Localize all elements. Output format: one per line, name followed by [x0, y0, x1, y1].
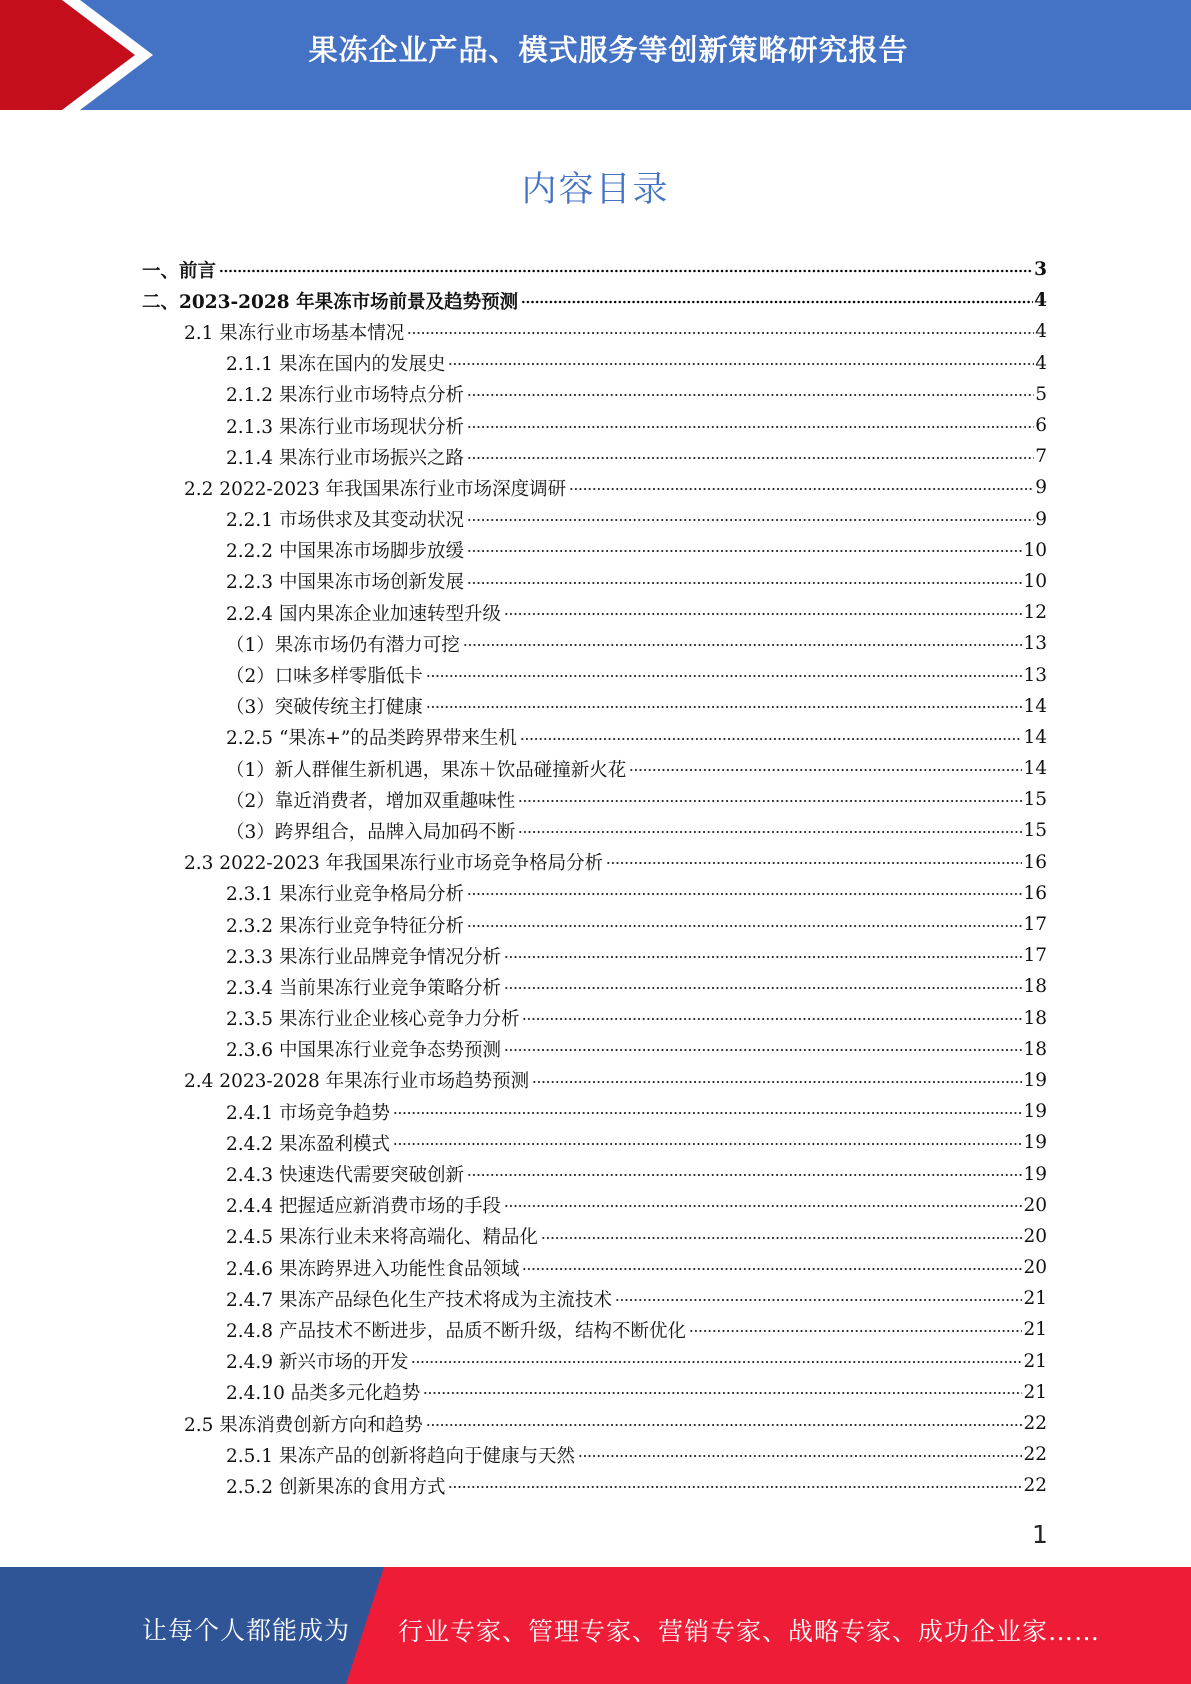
toc-entry-title: 2.5 果冻消费创新方向和趋势: [184, 1414, 423, 1436]
toc-entry-page: 10: [1023, 539, 1047, 561]
toc-entry-title: 2.4.2 果冻盈利模式: [226, 1133, 390, 1155]
dot-leader: [463, 640, 1023, 649]
toc-entry-title: 2.4.4 把握适应新消费市场的手段: [226, 1196, 501, 1218]
dot-leader: [467, 516, 1034, 525]
toc-entry[interactable]: [142, 1034, 1047, 1065]
toc-entry[interactable]: [142, 285, 1047, 316]
toc-entry[interactable]: [142, 784, 1047, 815]
toc-entry[interactable]: [142, 909, 1047, 940]
toc-entry-page: 22: [1023, 1475, 1047, 1497]
toc-entry-title: 2.1 果冻行业市场基本情况: [184, 322, 405, 344]
toc-entry-title: 2.5.2 创新果冻的食用方式: [226, 1476, 446, 1498]
toc-entry-title: 2.1.3 果冻行业市场现状分析: [226, 416, 464, 438]
toc-entry-title: 2.1.1 果冻在国内的发展史: [226, 354, 446, 376]
toc-entry[interactable]: [142, 1408, 1047, 1439]
dot-leader: [426, 703, 1023, 712]
toc-entry[interactable]: [142, 1314, 1047, 1345]
dot-leader: [520, 734, 1023, 743]
toc-entry-title: 2.2.1 市场供求及其变动状况: [226, 510, 464, 532]
toc-entry[interactable]: [142, 815, 1047, 846]
toc-entry-page: 16: [1023, 851, 1047, 873]
dot-leader: [689, 1327, 1022, 1336]
toc-entry[interactable]: [142, 847, 1047, 878]
toc-entry[interactable]: [142, 1065, 1047, 1096]
toc-entry-page: 14: [1023, 695, 1047, 717]
toc-entry-page: 19: [1023, 1101, 1047, 1123]
dot-leader: [393, 1139, 1022, 1148]
dot-leader: [615, 1295, 1022, 1304]
toc-entry-title: （2）口味多样零脂低卡: [226, 666, 423, 688]
dot-leader: [467, 547, 1022, 556]
dot-leader: [541, 1233, 1022, 1242]
toc-entry-title: 2.1.2 果冻行业市场特点分析: [226, 385, 464, 407]
toc-entry-page: 18: [1023, 976, 1047, 998]
toc-entry-title: （2）靠近消费者，增加双重趣味性: [226, 790, 516, 812]
toc-entry-page: 20: [1023, 1257, 1047, 1279]
toc-entry-title: 2.3.6 中国果冻行业竞争态势预测: [226, 1040, 501, 1062]
toc-entry-title: 2.2.2 中国果冻市场脚步放缓: [226, 541, 464, 563]
toc-entry-page: 14: [1023, 726, 1047, 748]
dot-leader: [578, 1451, 1022, 1460]
dot-leader: [467, 422, 1034, 431]
toc-entry-page: 22: [1023, 1444, 1047, 1466]
toc-entry-title: 2.4.5 果冻行业未来将高端化、精品化: [226, 1227, 538, 1249]
toc-entry[interactable]: [142, 1096, 1047, 1127]
toc-entry[interactable]: [142, 379, 1047, 410]
toc-entry[interactable]: [142, 878, 1047, 909]
toc-entry[interactable]: [142, 971, 1047, 1002]
table-of-contents: [142, 254, 1047, 1502]
toc-entry-title: 2.3.5 果冻行业企业核心竞争力分析: [226, 1009, 520, 1031]
toc-entry[interactable]: [142, 1470, 1047, 1501]
toc-entry-title: （3）跨界组合，品牌入局加码不断: [226, 821, 516, 843]
toc-entry[interactable]: [142, 1221, 1047, 1252]
dot-leader: [407, 329, 1034, 338]
toc-entry[interactable]: [142, 691, 1047, 722]
dot-leader: [393, 1108, 1022, 1117]
toc-entry[interactable]: [142, 597, 1047, 628]
dot-leader: [467, 391, 1034, 400]
toc-entry[interactable]: [142, 410, 1047, 441]
toc-entry[interactable]: [142, 1283, 1047, 1314]
footer-slogan-left: 让每个人都能成为: [142, 1616, 351, 1645]
toc-entry[interactable]: [142, 254, 1047, 285]
toc-entry-title: 二、2023-2028 年果冻市场前景及趋势预测: [142, 291, 519, 313]
toc-entry-page: 7: [1035, 446, 1047, 468]
toc-entry-page: 3: [1034, 259, 1047, 281]
toc-entry[interactable]: [142, 504, 1047, 535]
dot-leader: [629, 765, 1022, 774]
toc-entry-title: （1）新人群催生新机遇，果冻＋饮品碰撞新火花: [226, 759, 627, 781]
toc-entry-title: 一、前言: [142, 260, 217, 282]
toc-entry[interactable]: [142, 659, 1047, 690]
dot-leader: [518, 796, 1022, 805]
toc-entry[interactable]: [142, 753, 1047, 784]
dot-leader: [423, 1389, 1022, 1398]
dot-leader: [467, 453, 1034, 462]
toc-entry[interactable]: [142, 566, 1047, 597]
toc-entry-title: 2.2.4 国内果冻企业加速转型升级: [226, 603, 501, 625]
toc-entry-title: 2.2 2022-2023 年我国果冻行业市场深度调研: [184, 478, 567, 500]
dot-leader: [448, 1483, 1022, 1492]
toc-entry-page: 17: [1023, 945, 1047, 967]
toc-entry-page: 18: [1023, 1038, 1047, 1060]
toc-entry-page: 4: [1034, 290, 1047, 312]
toc-entry[interactable]: [142, 441, 1047, 472]
dot-leader: [569, 485, 1034, 494]
toc-entry-page: 21: [1023, 1319, 1047, 1341]
toc-entry-page: 20: [1023, 1225, 1047, 1247]
dot-leader: [504, 984, 1022, 993]
dot-leader: [448, 360, 1034, 369]
dot-leader: [426, 672, 1023, 681]
toc-entry-page: 9: [1035, 508, 1047, 530]
toc-entry-page: 22: [1023, 1413, 1047, 1435]
toc-entry-page: 15: [1023, 820, 1047, 842]
toc-entry[interactable]: [142, 1439, 1047, 1470]
toc-entry-title: 2.2.5 “果冻+”的品类跨界带来生机: [226, 728, 517, 750]
footer-slogan-right: 行业专家、管理专家、营销专家、战略专家、成功企业家……: [398, 1617, 1101, 1646]
toc-entry-title: 2.3.4 当前果冻行业竞争策略分析: [226, 977, 501, 999]
toc-entry-page: 18: [1023, 1007, 1047, 1029]
toc-entry[interactable]: [142, 1190, 1047, 1221]
toc-entry-page: 5: [1035, 383, 1047, 405]
toc-entry[interactable]: [142, 1003, 1047, 1034]
page-number: 1: [1032, 1520, 1048, 1549]
toc-entry[interactable]: [142, 722, 1047, 753]
dot-leader: [467, 890, 1022, 899]
toc-entry-title: 2.4 2023-2028 年果冻行业市场趋势预测: [184, 1071, 530, 1093]
toc-entry-title: 2.5.1 果冻产品的创新将趋向于健康与天然: [226, 1445, 575, 1467]
toc-entry-title: 2.4.3 快速迭代需要突破创新: [226, 1165, 464, 1187]
dot-leader: [518, 828, 1022, 837]
dot-leader: [504, 952, 1022, 961]
dot-leader: [532, 1077, 1022, 1086]
dot-leader: [219, 266, 1033, 275]
toc-entry-page: 20: [1023, 1194, 1047, 1216]
toc-entry-title: 2.3.2 果冻行业竞争特征分析: [226, 915, 464, 937]
toc-entry[interactable]: [142, 1158, 1047, 1189]
dot-leader: [467, 1171, 1022, 1180]
toc-entry-title: 2.3.1 果冻行业竞争格局分析: [226, 884, 464, 906]
toc-entry[interactable]: [142, 1252, 1047, 1283]
dot-leader: [467, 578, 1022, 587]
toc-entry-page: 19: [1023, 1163, 1047, 1185]
dot-leader: [606, 859, 1022, 868]
dot-leader: [411, 1358, 1022, 1367]
toc-entry-page: 4: [1035, 352, 1047, 374]
dot-leader: [467, 921, 1022, 930]
dot-leader: [521, 297, 1033, 306]
toc-entry-title: 2.4.8 产品技术不断进步，品质不断升级，结构不断优化: [226, 1320, 686, 1342]
toc-entry-page: 10: [1023, 570, 1047, 592]
toc-entry[interactable]: [142, 316, 1047, 347]
toc-entry-page: 21: [1023, 1288, 1047, 1310]
toc-entry-page: 13: [1023, 664, 1047, 686]
toc-entry[interactable]: [142, 348, 1047, 379]
toc-entry-title: （3）突破传统主打健康: [226, 697, 423, 719]
toc-entry-page: 15: [1023, 789, 1047, 811]
toc-entry[interactable]: [142, 535, 1047, 566]
toc-entry-title: 2.4.1 市场竞争趋势: [226, 1102, 390, 1124]
toc-entry-title: 2.4.9 新兴市场的开发: [226, 1352, 409, 1374]
toc-entry-page: 6: [1035, 415, 1047, 437]
toc-entry-page: 14: [1023, 758, 1047, 780]
toc-entry-page: 21: [1023, 1381, 1047, 1403]
toc-entry-page: 17: [1023, 914, 1047, 936]
dot-leader: [504, 1046, 1022, 1055]
toc-heading: 内容目录: [521, 170, 670, 210]
report-header-band: [0, 0, 1191, 110]
toc-entry[interactable]: [142, 1377, 1047, 1408]
toc-entry-page: 9: [1035, 477, 1047, 499]
toc-entry-title: 2.3 2022-2023 年我国果冻行业市场竞争格局分析: [184, 853, 604, 875]
toc-entry-title: 2.4.7 果冻产品绿色化生产技术将成为主流技术: [226, 1289, 612, 1311]
dot-leader: [522, 1264, 1022, 1273]
dot-leader: [522, 1015, 1022, 1024]
toc-entry-title: 2.2.3 中国果冻市场创新发展: [226, 572, 464, 594]
toc-entry-page: 4: [1035, 321, 1047, 343]
toc-entry-page: 19: [1023, 1132, 1047, 1154]
toc-entry-page: 13: [1023, 633, 1047, 655]
dot-leader: [504, 1202, 1022, 1211]
dot-leader: [426, 1420, 1023, 1429]
toc-entry-page: 21: [1023, 1350, 1047, 1372]
toc-entry-page: 12: [1023, 602, 1047, 624]
toc-entry[interactable]: [142, 628, 1047, 659]
dot-leader: [504, 609, 1022, 618]
report-title: 果冻企业产品、模式服务等创新策略研究报告: [308, 33, 909, 67]
toc-entry-page: 19: [1023, 1069, 1047, 1091]
report-footer-band: [0, 1567, 1191, 1684]
toc-entry[interactable]: [142, 940, 1047, 971]
toc-entry-title: 2.4.6 果冻跨界进入功能性食品领域: [226, 1258, 520, 1280]
toc-entry-title: （1）果冻市场仍有潜力可挖: [226, 634, 460, 656]
toc-entry[interactable]: [142, 472, 1047, 503]
toc-entry-title: 2.3.3 果冻行业品牌竞争情况分析: [226, 946, 501, 968]
toc-entry[interactable]: [142, 1346, 1047, 1377]
toc-entry-title: 2.1.4 果冻行业市场振兴之路: [226, 447, 464, 469]
toc-entry[interactable]: [142, 1127, 1047, 1158]
toc-entry-title: 2.4.10 品类多元化趋势: [226, 1383, 421, 1405]
toc-entry-page: 16: [1023, 882, 1047, 904]
